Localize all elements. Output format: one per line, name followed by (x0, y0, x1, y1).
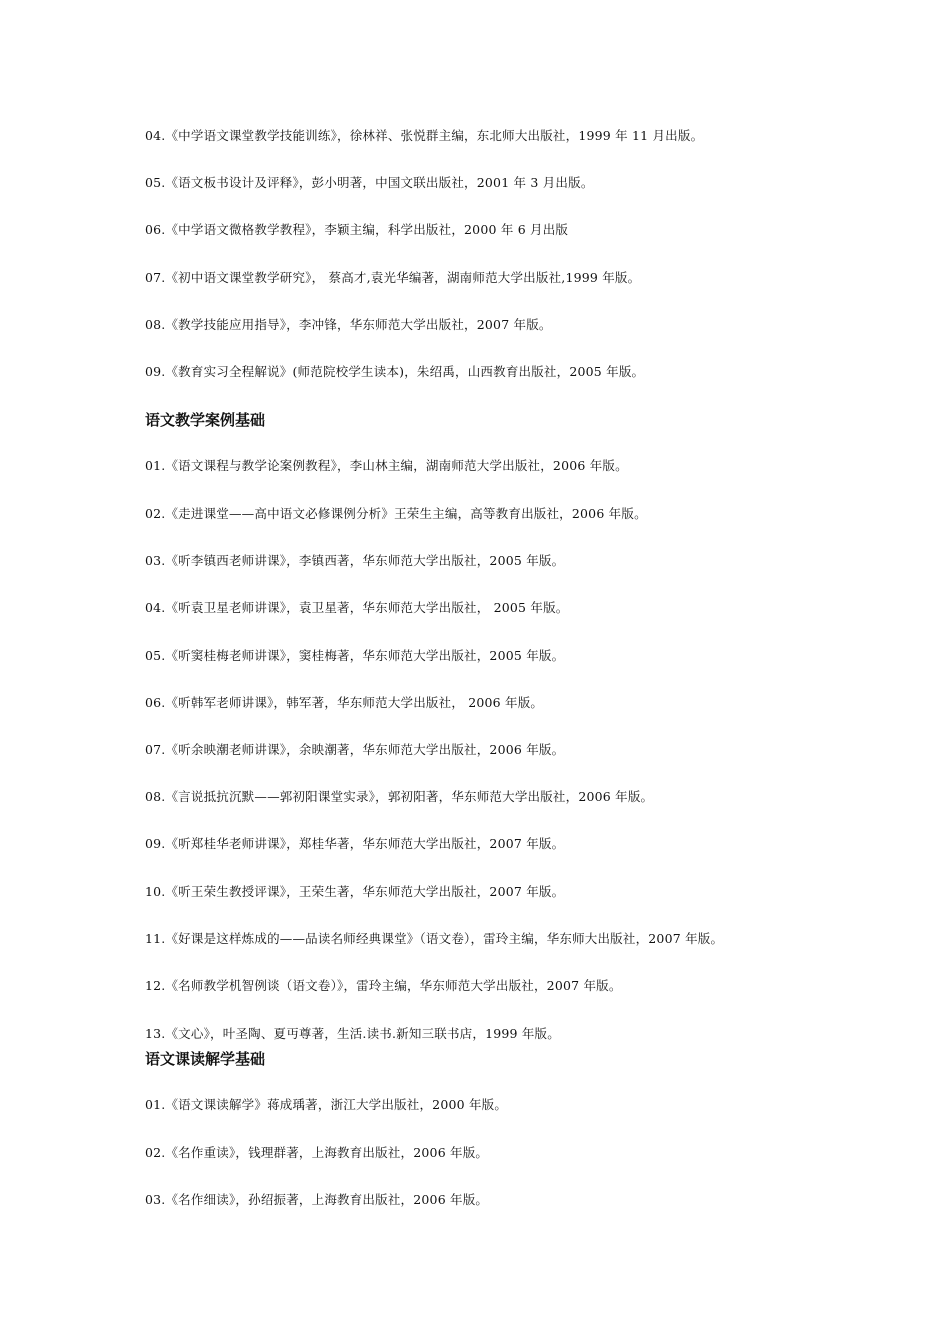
book-entry: 13.《文心》，叶圣陶、夏丏尊著，生活.读书.新知三联书店，1999 年版。 (145, 1026, 560, 1041)
book-entry: 09.《听郑桂华老师讲课》，郑桂华著，华东师范大学出版社，2007 年版。 (145, 836, 565, 851)
book-entry: 02.《走进课堂——高中语文必修课例分析》王荣生主编，高等教育出版社，2006 年版。 (145, 506, 647, 521)
book-entry: 04.《中学语文课堂教学技能训练》，徐林祥、张悦群主编，东北师大出版社，1999 年 11 月出版。 (145, 128, 704, 143)
book-entry: 07.《听余映潮老师讲课》，余映潮著，华东师范大学出版社，2006 年版。 (145, 742, 565, 757)
book-entry: 11.《好课是这样炼成的——品读名师经典课堂》（语文卷），雷玲主编，华东师大出版社，2007 年版。 (145, 931, 724, 946)
book-entry: 01.《语文课读解学》蒋成瑀著，浙江大学出版社，2000 年版。 (145, 1097, 508, 1112)
book-entry: 05.《听窦桂梅老师讲课》，窦桂梅著，华东师范大学出版社，2005 年版。 (145, 648, 565, 663)
section-heading-teaching-cases: 语文教学案例基础 (145, 411, 266, 429)
section-heading-reading-interpretation: 语文课读解学基础 (145, 1050, 266, 1068)
book-entry: 01.《语文课程与教学论案例教程》，李山林主编，湖南师范大学出版社，2006 年版。 (145, 458, 628, 473)
book-entry: 08.《教学技能应用指导》，李冲锋，华东师范大学出版社，2007 年版。 (145, 317, 552, 332)
book-entry: 06.《听韩军老师讲课》，韩军著，华东师范大学出版社， 2006 年版。 (145, 695, 544, 710)
book-entry: 10.《听王荣生教授评课》，王荣生著，华东师范大学出版社，2007 年版。 (145, 884, 565, 899)
book-entry: 12.《名师教学机智例谈（语文卷）》，雷玲主编，华东师范大学出版社，2007 年版。 (145, 978, 622, 993)
book-entry: 08.《言说抵抗沉默——郭初阳课堂实录》，郭初阳著，华东师范大学出版社，2006 年版。 (145, 789, 654, 804)
book-entry: 09.《教育实习全程解说》(师范院校学生读本)，朱绍禹，山西教育出版社，2005 年版。 (145, 364, 645, 379)
book-entry: 06.《中学语文微格教学教程》，李颖主编，科学出版社，2000 年 6 月出版 (145, 222, 569, 237)
book-entry: 07.《初中语文课堂教学研究》， 蔡高才,袁光华编著，湖南师范大学出版社,1999 年版。 (145, 270, 641, 285)
book-entry: 02.《名作重读》，钱理群著，上海教育出版社，2006 年版。 (145, 1145, 489, 1160)
book-entry: 05.《语文板书设计及评释》，彭小明著，中国文联出版社，2001 年 3 月出版。 (145, 175, 594, 190)
book-entry: 04.《听袁卫星老师讲课》，袁卫星著，华东师范大学出版社， 2005 年版。 (145, 600, 569, 615)
book-entry: 03.《听李镇西老师讲课》，李镇西著，华东师范大学出版社，2005 年版。 (145, 553, 565, 568)
book-entry: 03.《名作细读》，孙绍振著，上海教育出版社，2006 年版。 (145, 1192, 489, 1207)
